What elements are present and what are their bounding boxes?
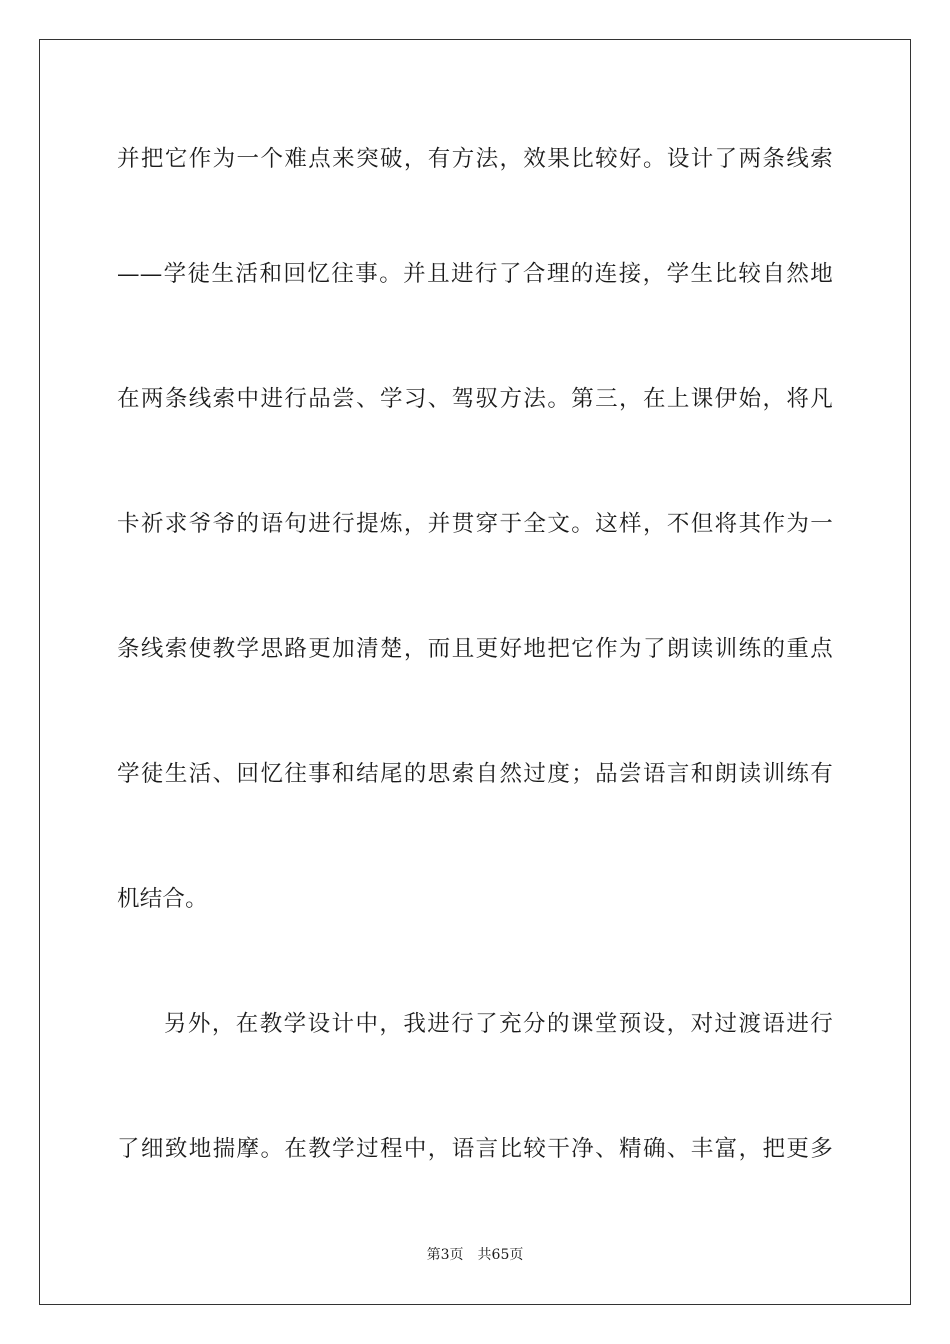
text-line-8: 另外，在教学设计中，我进行了充分的课堂预设，对过渡语进行 [164,1011,833,1037]
text-line-9: 了细致地揣摩。在教学过程中，语言比较干净、精确、丰富，把更多 [117,1136,833,1162]
text-line-7: 机结合。 [117,886,208,912]
text-line-3: 在两条线索中进行品尝、学习、驾驭方法。第三，在上课伊始，将凡 [117,386,833,412]
page-border [39,39,911,1305]
page-number: 第3页 [426,1247,464,1263]
text-line-4: 卡祈求爷爷的语句进行提炼，并贯穿于全文。这样，不但将其作为一 [117,511,833,537]
text-line-2: ——学徒生活和回忆往事。并且进行了合理的连接，学生比较自然地 [117,261,833,287]
text-line-5: 条线索使教学思路更加清楚，而且更好地把它作为了朗读训练的重点 [117,636,833,662]
text-line-1: 并把它作为一个难点来突破，有方法，效果比较好。设计了两条线索 [117,146,833,172]
total-pages: 共65页 [477,1247,524,1263]
text-line-6: 学徒生活、回忆往事和结尾的思索自然过度；品尝语言和朗读训练有 [117,761,833,787]
page-footer [0,1245,950,1265]
